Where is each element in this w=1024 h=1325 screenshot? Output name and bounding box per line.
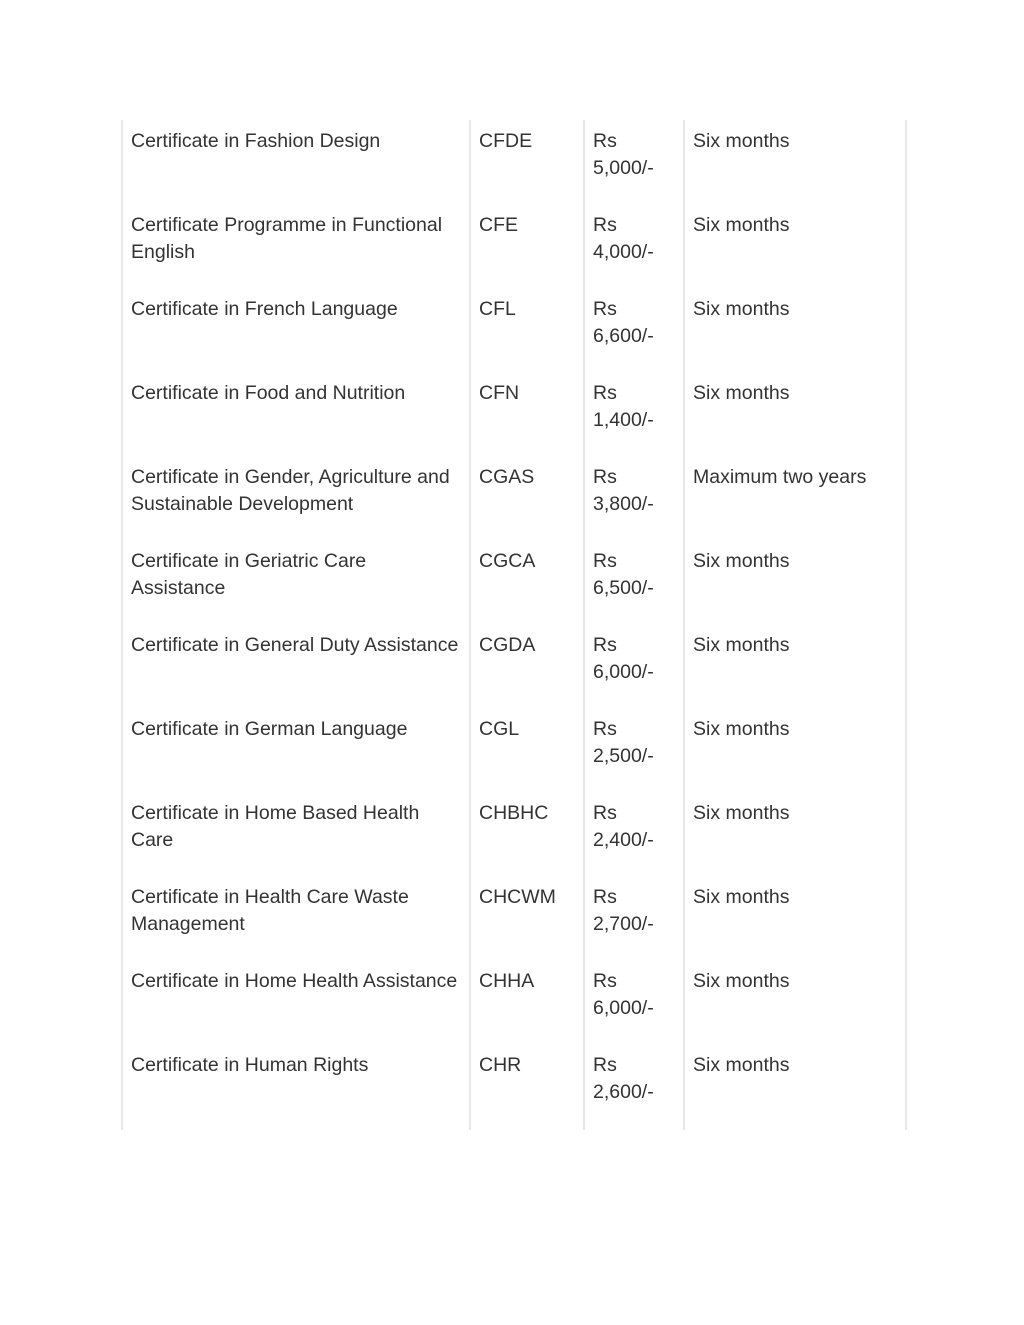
course-fee [584, 456, 684, 540]
course-code: CGCA [470, 540, 584, 624]
course-name: Certificate in Home Based Health Care [122, 792, 470, 876]
course-fee [584, 792, 684, 876]
fee-amount: 2,500/- [593, 745, 654, 767]
fee-amount: 6,600/- [593, 325, 654, 347]
course-fee-table [121, 120, 907, 1130]
fee-currency: Rs [593, 214, 617, 236]
course-duration: Six months [684, 792, 906, 876]
course-fee [584, 120, 684, 204]
course-fee [584, 876, 684, 960]
fee-amount: 4,000/- [593, 241, 654, 263]
fee-amount: 3,800/- [593, 493, 654, 515]
course-code: CFL [470, 288, 584, 372]
course-fee [584, 624, 684, 708]
course-name: Certificate in Fashion Design [122, 120, 470, 204]
course-name: Certificate in Food and Nutrition [122, 372, 470, 456]
table-row [122, 288, 906, 372]
fee-amount: 2,400/- [593, 829, 654, 851]
table-row [122, 960, 906, 1044]
table-row [122, 204, 906, 288]
course-code: CHR [470, 1044, 584, 1130]
fee-amount: 6,000/- [593, 661, 654, 683]
course-name: Certificate in Gender, Agriculture and Sustainable Development [122, 456, 470, 540]
fee-currency: Rs [593, 634, 617, 656]
fee-currency: Rs [593, 1054, 617, 1076]
fee-currency: Rs [593, 298, 617, 320]
course-code: CGL [470, 708, 584, 792]
course-name: Certificate in Geriatric Care Assistance [122, 540, 470, 624]
course-duration: Six months [684, 708, 906, 792]
course-fee [584, 708, 684, 792]
fee-currency: Rs [593, 550, 617, 572]
course-name: Certificate in Health Care Waste Management [122, 876, 470, 960]
table-row [122, 372, 906, 456]
table-row [122, 456, 906, 540]
course-name: Certificate in French Language [122, 288, 470, 372]
course-duration: Six months [684, 1044, 906, 1130]
course-code: CFN [470, 372, 584, 456]
course-fee [584, 960, 684, 1044]
fee-amount: 2,600/- [593, 1081, 654, 1103]
fee-amount: 6,500/- [593, 577, 654, 599]
course-name: Certificate in German Language [122, 708, 470, 792]
course-name: Certificate in Human Rights [122, 1044, 470, 1130]
course-code: CHHA [470, 960, 584, 1044]
fee-amount: 2,700/- [593, 913, 654, 935]
table-row [122, 120, 906, 204]
course-duration: Six months [684, 876, 906, 960]
course-duration: Six months [684, 120, 906, 204]
course-fee [584, 288, 684, 372]
fee-amount: 1,400/- [593, 409, 654, 431]
table-row [122, 792, 906, 876]
fee-amount: 5,000/- [593, 157, 654, 179]
course-duration: Six months [684, 960, 906, 1044]
course-duration: Six months [684, 624, 906, 708]
course-duration: Six months [684, 288, 906, 372]
course-duration: Six months [684, 204, 906, 288]
fee-currency: Rs [593, 886, 617, 908]
course-duration: Maximum two years [684, 456, 906, 540]
table-row [122, 624, 906, 708]
table-row [122, 876, 906, 960]
course-code: CGAS [470, 456, 584, 540]
course-fee [584, 372, 684, 456]
course-duration: Six months [684, 372, 906, 456]
table-row [122, 1044, 906, 1130]
course-fee [584, 1044, 684, 1130]
fee-currency: Rs [593, 802, 617, 824]
course-code: CFDE [470, 120, 584, 204]
course-fee [584, 204, 684, 288]
course-code: CFE [470, 204, 584, 288]
course-table-container [121, 120, 905, 1130]
table-row [122, 540, 906, 624]
course-name: Certificate in General Duty Assistance [122, 624, 470, 708]
course-duration: Six months [684, 540, 906, 624]
course-code: CGDA [470, 624, 584, 708]
course-code: CHCWM [470, 876, 584, 960]
fee-currency: Rs [593, 130, 617, 152]
fee-currency: Rs [593, 466, 617, 488]
table-row [122, 708, 906, 792]
course-name: Certificate in Home Health Assistance [122, 960, 470, 1044]
course-name: Certificate Programme in Functional English [122, 204, 470, 288]
fee-currency: Rs [593, 718, 617, 740]
fee-currency: Rs [593, 382, 617, 404]
fee-currency: Rs [593, 970, 617, 992]
course-code: CHBHC [470, 792, 584, 876]
fee-amount: 6,000/- [593, 997, 654, 1019]
course-fee [584, 540, 684, 624]
